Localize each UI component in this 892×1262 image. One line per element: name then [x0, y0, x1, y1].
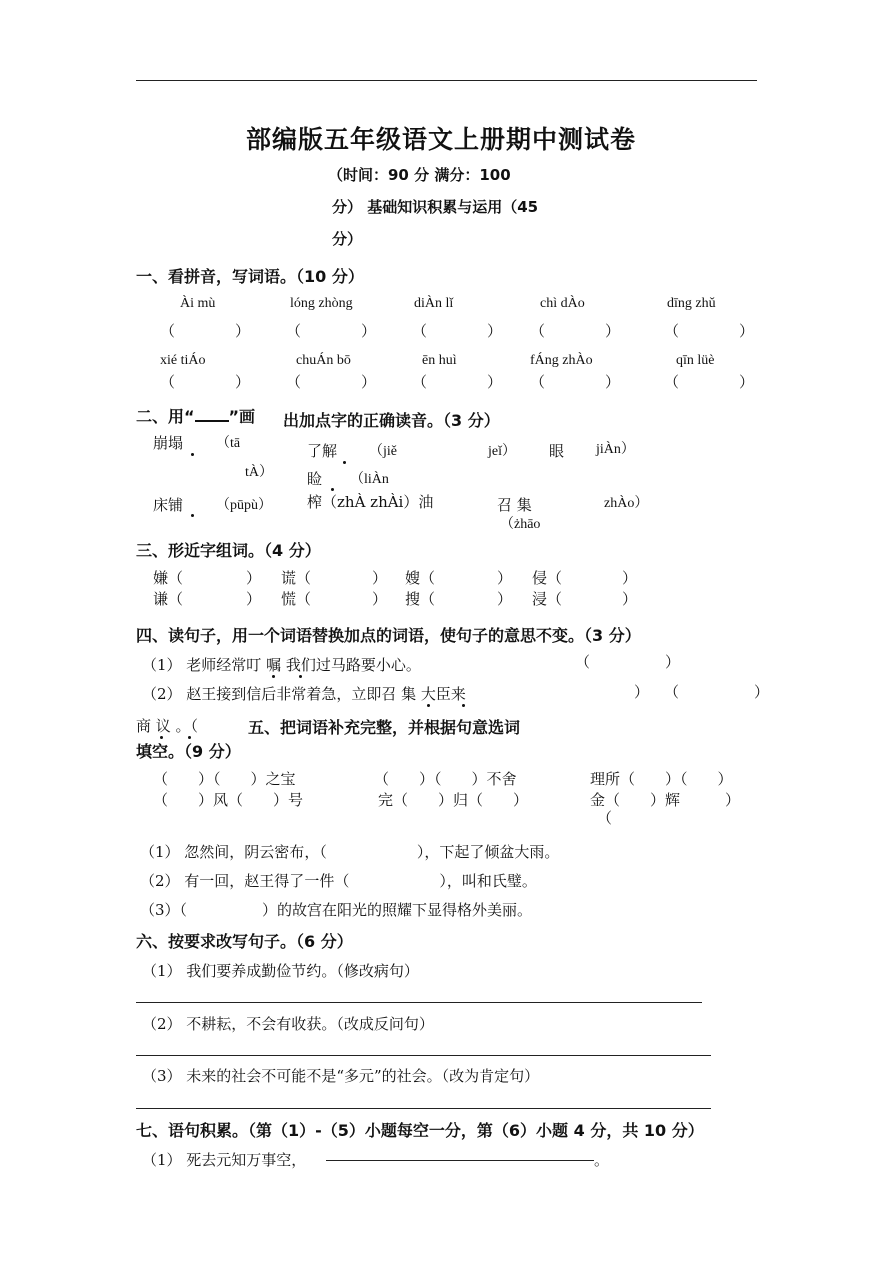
pinyin-item: xié tiÁo	[160, 353, 206, 368]
idiom-blank-group[interactable]: （ ）风（ ）号	[153, 791, 304, 809]
question-4-1: （1） 老师经常叮 嘱 我们过马路要小心。	[142, 656, 421, 674]
idiom-blank-group[interactable]: （ ）（ ）之宝	[153, 770, 296, 788]
char-item: 侵（	[532, 569, 563, 587]
char-item: ）	[372, 590, 388, 608]
word-chuangpu: 床铺	[153, 496, 184, 514]
answer-blank[interactable]: （ ）	[412, 373, 503, 391]
pinyin-option[interactable]: zhÀo）	[604, 496, 649, 511]
pinyin-option[interactable]: （pūpù）	[216, 498, 272, 513]
exam-meta-line-1: （时间：90 分 满分：100	[328, 166, 511, 184]
pinyin-item: chuÁn bō	[296, 353, 351, 368]
pinyin-item: chì dÀo	[540, 296, 585, 311]
answer-blank[interactable]: （ ）	[530, 322, 621, 340]
section-4-heading: 四、读句子，用一个词语替换加点的词语，使句子的意思不变。（3 分）	[136, 626, 641, 645]
idiom-blank-group[interactable]: 金（ ）辉 ）	[590, 791, 741, 809]
answer-line[interactable]	[136, 1108, 711, 1109]
answer-blank[interactable]: （ ）	[575, 653, 681, 671]
underline-mark	[195, 406, 229, 422]
pinyin-item: dīng zhǔ	[667, 296, 716, 311]
question-5-3: （3）（ ）的故宫在阳光的照耀下显得格外美丽。	[140, 901, 533, 919]
char-item: 嫌（	[153, 569, 184, 587]
pinyin-option[interactable]: （żhāo	[500, 517, 541, 532]
pinyin-item: lóng zhòng	[290, 296, 353, 311]
pinyin-option[interactable]: （tā	[216, 436, 241, 451]
char-item: ）	[246, 590, 262, 608]
idiom-blank-group[interactable]: 理所（ ）（ ）	[590, 770, 733, 788]
question-6-3: （3） 未来的社会不可能不是“多元”的社会。（改为肯定句）	[142, 1067, 540, 1085]
word-zhayou: 榨（zhÀ zhÀi）油	[307, 493, 434, 511]
section-1-heading: 一、看拼音，写词语。（10 分）	[136, 267, 364, 286]
section-2-heading	[136, 404, 255, 427]
char-item: 谦（	[153, 590, 184, 608]
exam-meta-line-3: 分）	[332, 230, 363, 248]
char-item: 谎（	[281, 569, 312, 587]
char-item: ）	[372, 569, 388, 587]
char-item: 浸（	[532, 590, 563, 608]
char-item: ）	[246, 569, 262, 587]
pinyin-option[interactable]: （liÀn	[350, 472, 389, 487]
paren-mark: （	[597, 809, 613, 827]
answer-blank[interactable]: ）	[634, 683, 650, 701]
word-liaojie: 了解	[307, 442, 338, 460]
word-jian: 睑	[307, 470, 323, 488]
char-item: 慌（	[281, 590, 312, 608]
section-5-heading: 五、把词语补充完整，并根据句意选词	[248, 718, 521, 737]
pinyin-item: ēn huì	[422, 353, 457, 368]
answer-blank[interactable]: （ ）	[530, 373, 621, 391]
answer-blank[interactable]: （ ）	[664, 373, 755, 391]
answer-blank[interactable]: （ ）	[664, 322, 755, 340]
section-6-heading: 六、按要求改写句子。（6 分）	[136, 932, 353, 951]
heading-part: ”画	[228, 407, 256, 426]
question-7-1-end: 。	[594, 1151, 610, 1169]
answer-blank[interactable]: （ ）	[664, 683, 770, 701]
question-5-2: （2） 有一回，赵王得了一件（ ），叫和氏璧。	[140, 872, 537, 890]
section-3-heading: 三、形近字组词。（4 分）	[136, 541, 321, 560]
answer-blank[interactable]: （ ）	[160, 373, 251, 391]
section-2-heading-cont: 出加点字的正确读音。（3 分）	[283, 411, 500, 430]
pinyin-item: Ài mù	[180, 296, 216, 311]
question-4-2-cont: 商 议 。（	[136, 717, 199, 735]
answer-blank[interactable]: （ ）	[160, 322, 251, 340]
question-7-1: （1） 死去元知万事空，	[142, 1151, 307, 1169]
idiom-blank-group[interactable]: （ ）（ ）不舍	[374, 770, 517, 788]
pinyin-option[interactable]: jeǐ）	[488, 444, 516, 459]
char-item: ）	[497, 590, 513, 608]
section-5-heading-cont: 填空。（9 分）	[136, 742, 241, 761]
idiom-blank-group[interactable]: 完（ ）归（ ）	[378, 791, 529, 809]
char-item: ）	[497, 569, 513, 587]
char-item: ）	[622, 569, 638, 587]
question-6-2: （2） 不耕耘，不会有收获。（改成反问句）	[142, 1015, 434, 1033]
pinyin-option[interactable]: tÀ）	[245, 465, 273, 480]
question-6-1: （1） 我们要养成勤俭节约。（修改病句）	[142, 962, 419, 980]
answer-line[interactable]	[136, 1002, 702, 1003]
answer-blank[interactable]: （ ）	[286, 373, 377, 391]
pinyin-item: diÀn lǐ	[414, 296, 454, 311]
top-rule	[136, 80, 757, 81]
answer-line[interactable]	[326, 1160, 594, 1161]
section-7-heading: 七、语句积累。（第（1）-（5）小题每空一分，第（6）小题 4 分，共 10 分）	[136, 1121, 704, 1140]
pinyin-item: fÁng zhÀo	[530, 353, 593, 368]
pinyin-option[interactable]: jiÀn）	[596, 442, 635, 457]
heading-part: 二、用“	[136, 407, 195, 426]
word-yan: 眼	[549, 442, 565, 460]
question-4-2: （2） 赵王接到信后非常着急，立即召 集 大臣来	[142, 685, 466, 703]
exam-meta-line-2: 分） 基础知识积累与运用（45	[332, 198, 539, 216]
char-item: 搜（	[405, 590, 436, 608]
char-item: 嫂（	[405, 569, 436, 587]
pinyin-option[interactable]: （jiě	[369, 444, 397, 459]
answer-line[interactable]	[136, 1055, 711, 1056]
pinyin-item: qīn lüè	[676, 353, 715, 368]
char-item: ）	[622, 590, 638, 608]
word-zhaoji: 召 集	[497, 496, 532, 514]
page-title: 部编版五年级语文上册期中测试卷	[246, 125, 637, 154]
answer-blank[interactable]: （ ）	[286, 322, 377, 340]
word-bengta: 崩塌	[153, 434, 184, 452]
answer-blank[interactable]: （ ）	[412, 322, 503, 340]
question-5-1: （1） 忽然间，阴云密布，（ ），下起了倾盆大雨。	[140, 843, 560, 861]
